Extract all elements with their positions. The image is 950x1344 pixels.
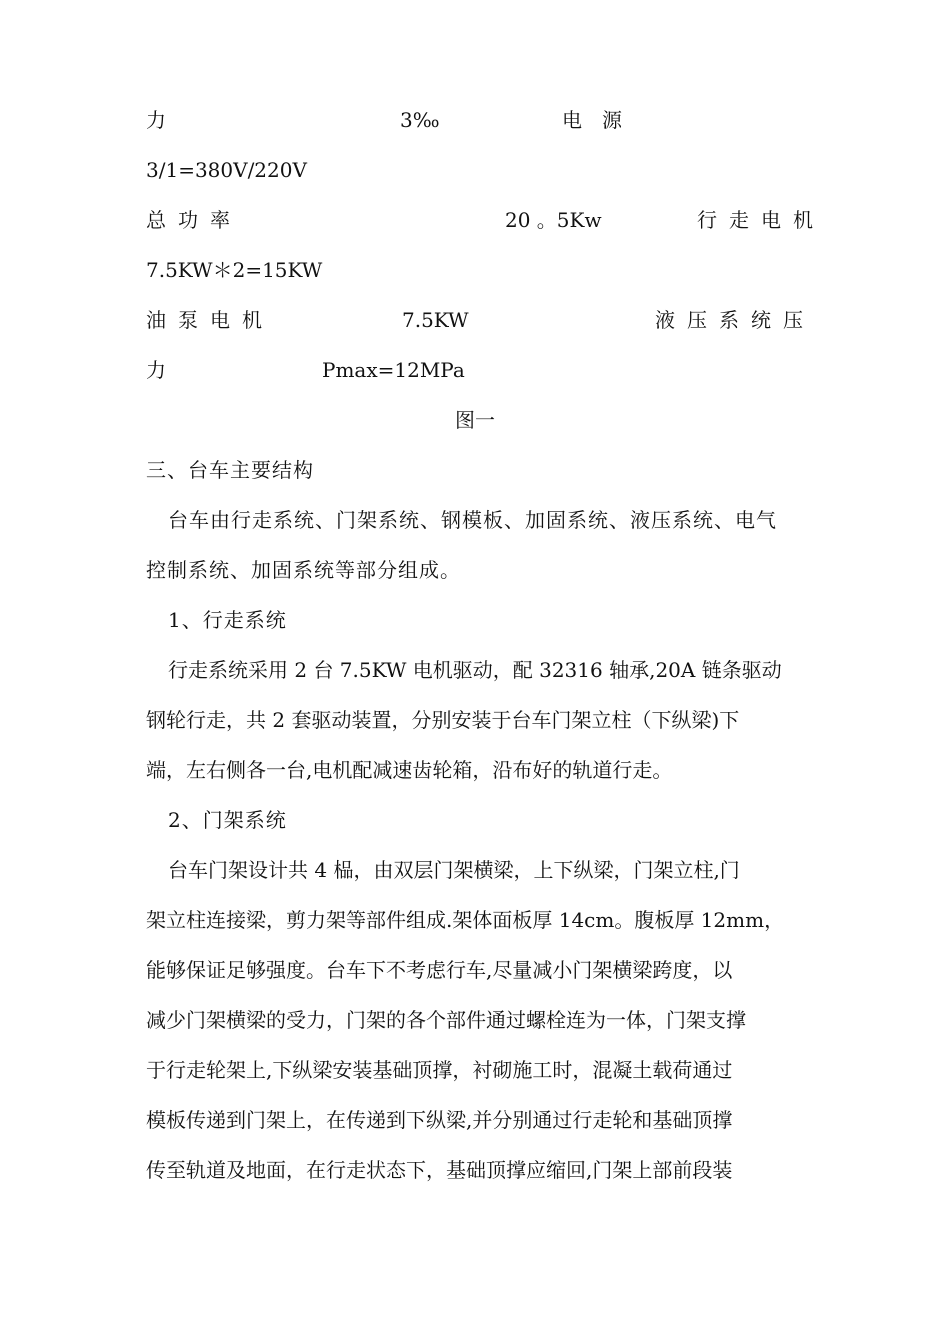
spec-value: 3/1=380V/220V [146, 158, 307, 182]
paragraph-line: 于行走轮架上,下纵梁安装基础顶撑，衬砌施工时，混凝土载荷通过 [146, 1058, 733, 1082]
paragraph-line: 端，左右侧各一台,电机配减速齿轮箱，沿布好的轨道行走。 [146, 758, 673, 782]
paragraph-line: 能够保证足够强度。台车下不考虑行车,尽量减小门架横梁跨度，以 [146, 958, 733, 982]
subsection-heading: 2、门架系统 [168, 808, 287, 832]
paragraph-line: 控制系统、加固系统等部分组成。 [146, 558, 461, 582]
spec-label: 电 源 [562, 108, 622, 132]
spec-label: 油泵电机 [146, 308, 274, 332]
paragraph-line: 减少门架横梁的受力，门架的各个部件通过螺栓连为一体，门架支撑 [146, 1008, 746, 1032]
subsection-heading: 1、行走系统 [168, 608, 287, 632]
spec-value: 7.5KW＊2=15KW [146, 258, 323, 282]
spec-label: 力 [146, 108, 166, 132]
spec-value: 3‰ [400, 108, 440, 132]
spec-value: 20 。5Kw [505, 208, 602, 232]
spec-value: 7.5KW [402, 308, 469, 332]
figure-caption: 图一 [455, 408, 495, 432]
spec-label: 力 [146, 358, 166, 382]
spec-label: 液压系统压 [655, 308, 815, 332]
spec-label: 行走电机 [697, 208, 825, 232]
spec-value: Pmax=12MPa [322, 358, 465, 382]
section-heading: 三、台车主要结构 [146, 458, 314, 482]
spec-label: 总功率 [146, 208, 242, 232]
paragraph-line: 行走系统采用 2 台 7.5KW 电机驱动，配 32316 轴承,20A 链条驱动 [168, 658, 782, 682]
paragraph-line: 模板传递到门架上，在传递到下纵梁,并分别通过行走轮和基础顶撑 [146, 1108, 733, 1132]
paragraph-line: 钢轮行走，共 2 套驱动装置，分别安装于台车门架立柱（下纵梁)下 [146, 708, 740, 732]
paragraph-line: 架立柱连接梁，剪力架等部件组成.架体面板厚 14cm。腹板厚 12mm， [146, 908, 785, 932]
paragraph-line: 台车由行走系统、门架系统、钢模板、加固系统、液压系统、电气 [168, 508, 777, 532]
paragraph-line: 台车门架设计共 4 榀，由双层门架横梁，上下纵梁，门架立柱,门 [168, 858, 740, 882]
paragraph-line: 传至轨道及地面，在行走状态下，基础顶撑应缩回,门架上部前段装 [146, 1158, 733, 1182]
